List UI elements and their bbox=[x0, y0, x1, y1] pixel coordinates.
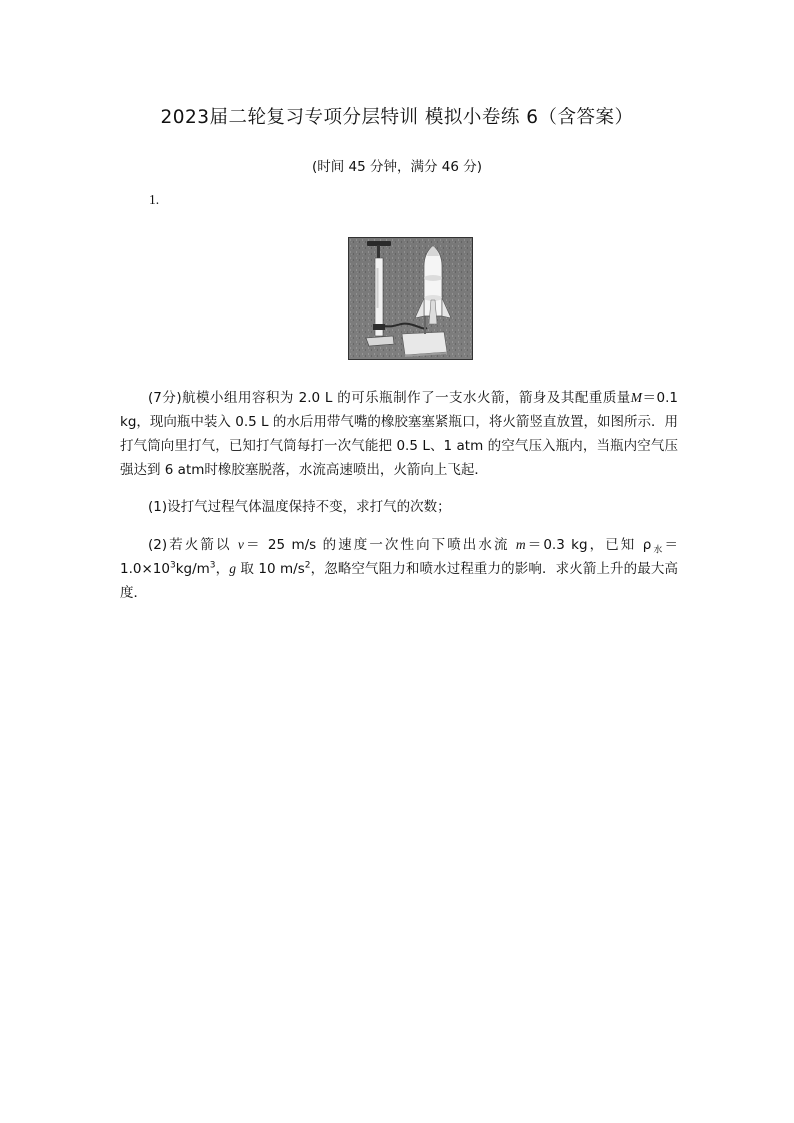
stem-prefix: (7分)航模小组用容积为 2.0 L 的可乐瓶制作了一支水火箭，箭身及其配重质量 bbox=[148, 390, 631, 406]
part2-text-c: ＝0.3 kg，已知 ρ bbox=[525, 537, 652, 553]
question-part-2 bbox=[120, 533, 678, 605]
water-rocket-illustration bbox=[349, 238, 472, 359]
rho-subscript: 水 bbox=[651, 545, 665, 556]
question-part-1: (1)设打气过程气体温度保持不变，求打气的次数； bbox=[148, 499, 451, 515]
mass-variable-m: m bbox=[515, 537, 526, 552]
exponent-3: 2 bbox=[304, 560, 311, 571]
part2-text-e: kg/m bbox=[175, 561, 210, 577]
stem-middle: ＝0.1 kg，现向瓶中装入 0.5 L 的水后用带气嘴的橡胶塞塞紧瓶口，将火箭竖直放置，如图所示．用打气筒向里打气，已知打气筒每打一次气能把 0.5 L、1 atm 的空气压入瓶内，当瓶内空气压强达到 6 atm时橡胶塞脱落，水流高速喷出，火箭向上飞起． bbox=[120, 390, 678, 478]
question-stem bbox=[120, 386, 678, 482]
part2-text-d: ＝1.0×10 bbox=[120, 537, 678, 577]
part2-text-b: ＝ 25 m/s 的速度一次性向下喷出水流 bbox=[243, 537, 516, 553]
document-title: 2023届二轮复习专项分层特训 模拟小卷练 6（含答案） bbox=[160, 107, 634, 128]
exponent-1: 3 bbox=[169, 560, 176, 571]
part2-text-a: (2)若火箭以 bbox=[148, 537, 238, 553]
exponent-2: 3 bbox=[209, 560, 216, 571]
velocity-variable: v bbox=[237, 537, 244, 552]
water-rocket-photo bbox=[348, 237, 473, 360]
part2-text-g: 取 10 m/s bbox=[236, 561, 305, 577]
part2-text-f: ， bbox=[215, 561, 230, 577]
document-subtitle: (时间 45 分钟，满分 46 分) bbox=[311, 159, 483, 175]
mass-variable-M: M bbox=[630, 390, 643, 405]
gravity-variable: g bbox=[229, 561, 237, 576]
question-number: 1. bbox=[149, 192, 160, 207]
part2-text-h: ，忽略空气阻力和喷水过程重力的影响．求火箭上升的最大高度． bbox=[120, 561, 679, 601]
